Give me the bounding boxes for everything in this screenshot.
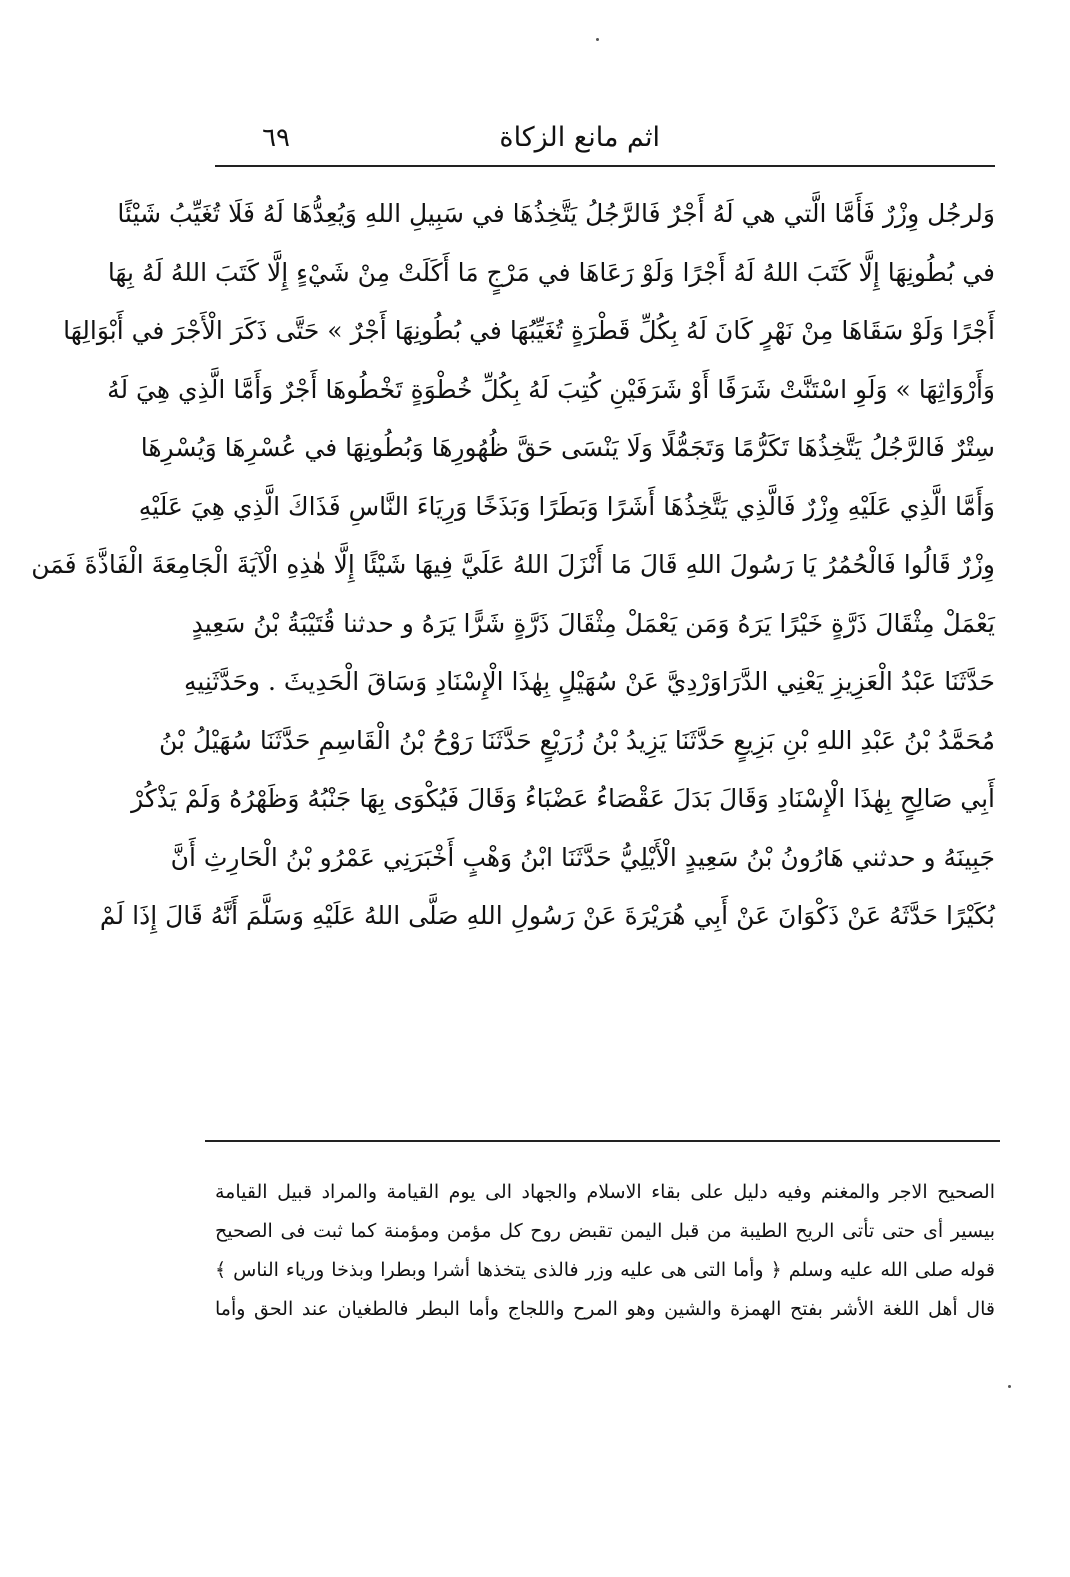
text-line: أَجْرًا وَلَوْ سَقَاهَا مِنْ نَهْرٍ كَانَ لَهُ بِكُلِّ قَطْرَةٍ تُغَيِّبُهَا في بُطُونِهَا أَجْرٌ » حَتَّى ذَكَرَ الْأَجْرَ في أَبْوَالِهَا [63,316,995,345]
text-line: مُحَمَّدُ بْنُ عَبْدِ اللهِ بْنِ بَزِيعٍ حَدَّثَنَا يَزِيدُ بْنُ زُرَيْعٍ حَدَّثَنَا رَوْحُ بْنُ الْقَاسِمِ حَدَّثَنَا سُهَيْلُ بْنُ [158,725,995,755]
main-text-block [31,185,995,946]
text-line: سِتْرٌ فَالرَّجُلُ يَتَّخِذُهَا تَكَرُّمًا وَتَجَمُّلًا وَلَا يَنْسَى حَقَّ ظُهُورِهَا وَبُطُونِهَا في عُسْرِهَا وَيُسْرِهَا [140,433,995,462]
text-line: حَدَّثَنَا عَبْدُ الْعَزِيزِ يَعْنِي الدَّرَاوَرْدِيَّ عَنْ سُهَيْلٍ بِهٰذَا الْإِسْنَادِ وَسَاقَ الْحَدِيثَ . وحَدَّثَنِيهِ [183,667,995,696]
page-number: ٦٩ [262,123,290,153]
footnote-line: الصحيح الاجر والمغنم وفيه دليل على بقاء الاسلام والجهاد الى يوم القيامة والمراد قبيل القيامة [215,1181,995,1203]
text-line: بُكَيْرًا حَدَّثَهُ عَنْ ذَكْوَانَ عَنْ أَبِي هُرَيْرَةَ عَنْ رَسُولِ اللهِ صَلَّى اللهُ عَلَيْهِ وَسَلَّمَ أَنَّهُ قَالَ إِذَا لَمْ [99,901,995,930]
footnote-line: بيسير أى حتى تأتى الريح الطيبة من قبل اليمن تقبض روح كل مؤمن ومؤمنة كما ثبت فى الصحيح [215,1220,995,1242]
text-line: أَبِي صَالِحٍ بِهٰذَا الْإِسْنَادِ وَقَالَ بَدَلَ عَقْصَاءُ عَضْبَاءُ وَقَالَ فَيُكْوَى بِهَا جَنْبُهُ وَظَهْرُهُ وَلَمْ يَذْكُرْ [131,784,995,813]
text-line: وَأَمَّا الَّذِي عَلَيْهِ وِزْرٌ فَالَّذِي يَتَّخِذُهَا أَشَرًا وَبَطَرًا وَبَذَخًا وَرِيَاءَ النَّاسِ فَذَاكَ الَّذِي هِيَ عَلَيْهِ [138,491,995,521]
page-header [215,118,995,158]
footnote-separator [205,1140,1000,1142]
text-line: وِزْرٌ قَالُوا فَالْحُمُرُ يَا رَسُولَ اللهِ قَالَ مَا أَنْزَلَ اللهُ عَلَيَّ فِيهَا شَيْئًا إِلَّا هٰذِهِ الْآيَةَ الْجَامِعَةَ الْفَاذَّةَ فَمَن [31,550,995,579]
scan-speck [596,38,599,41]
scan-speck [1008,1385,1011,1388]
text-line: وَلرجُل وِزْرٌ فَأَمَّا الَّتي هي لَهُ أَجْرٌ فَالرَّجُلُ يَتَّخِذُهَا في سَبِيلِ اللهِ وَيُعِدُّهَا لَهُ فَلَا تُغَيِّبُ شَيْئًا [117,199,995,228]
header-rule [215,165,995,167]
text-line: يَعْمَلْ مِثْقَالَ ذَرَّةٍ خَيْرًا يَرَهُ وَمَن يَعْمَلْ مِثْقَالَ ذَرَّةٍ شَرًّا يَرَهُ و حدثنا قُتَيْبَةُ بْنُ سَعِيدٍ [191,608,995,638]
text-line: وَأَرْوَاثِهَا » وَلَوِ اسْتَنَّتْ شَرَفًا أَوْ شَرَفَيْنِ كُتِبَ لَهُ بِكُلِّ خُطْوَةٍ تَخْطُوهَا أَجْرٌ وَأَمَّا الَّذِي هِيَ لَهُ [107,374,995,404]
running-title: اثم مانع الزكاة [499,122,660,153]
footnote-line: قال أهل اللغة الأشر بفتح الهمزة والشين وهو المرح واللجاج وأما البطر فالطغيان عند الحق وأما [215,1298,995,1320]
text-line: جَبِينَهُ و حدثني هَارُونُ بْنُ سَعِيدٍ الْأَيْلِيُّ حَدَّثَنَا ابْنُ وَهْبٍ أَخْبَرَنِي عَمْرُو بْنُ الْحَارِثِ أَنَّ [170,842,995,872]
footnote-block [215,1173,995,1329]
footnote-line: قوله صلى الله عليه وسلم ﴿ وأما التى هى عليه وزر فالذى يتخذها أشرا وبطرا وبذخا ورياء الناس ﴾ [215,1259,995,1281]
text-line: في بُطُونِهَا إِلَّا كَتَبَ اللهُ لَهُ أَجْرًا وَلَوْ رَعَاهَا في مَرْجٍ مَا أَكَلَتْ مِنْ شَيْءٍ إِلَّا كَتَبَ اللهُ لَهُ بِهَا [107,257,995,287]
